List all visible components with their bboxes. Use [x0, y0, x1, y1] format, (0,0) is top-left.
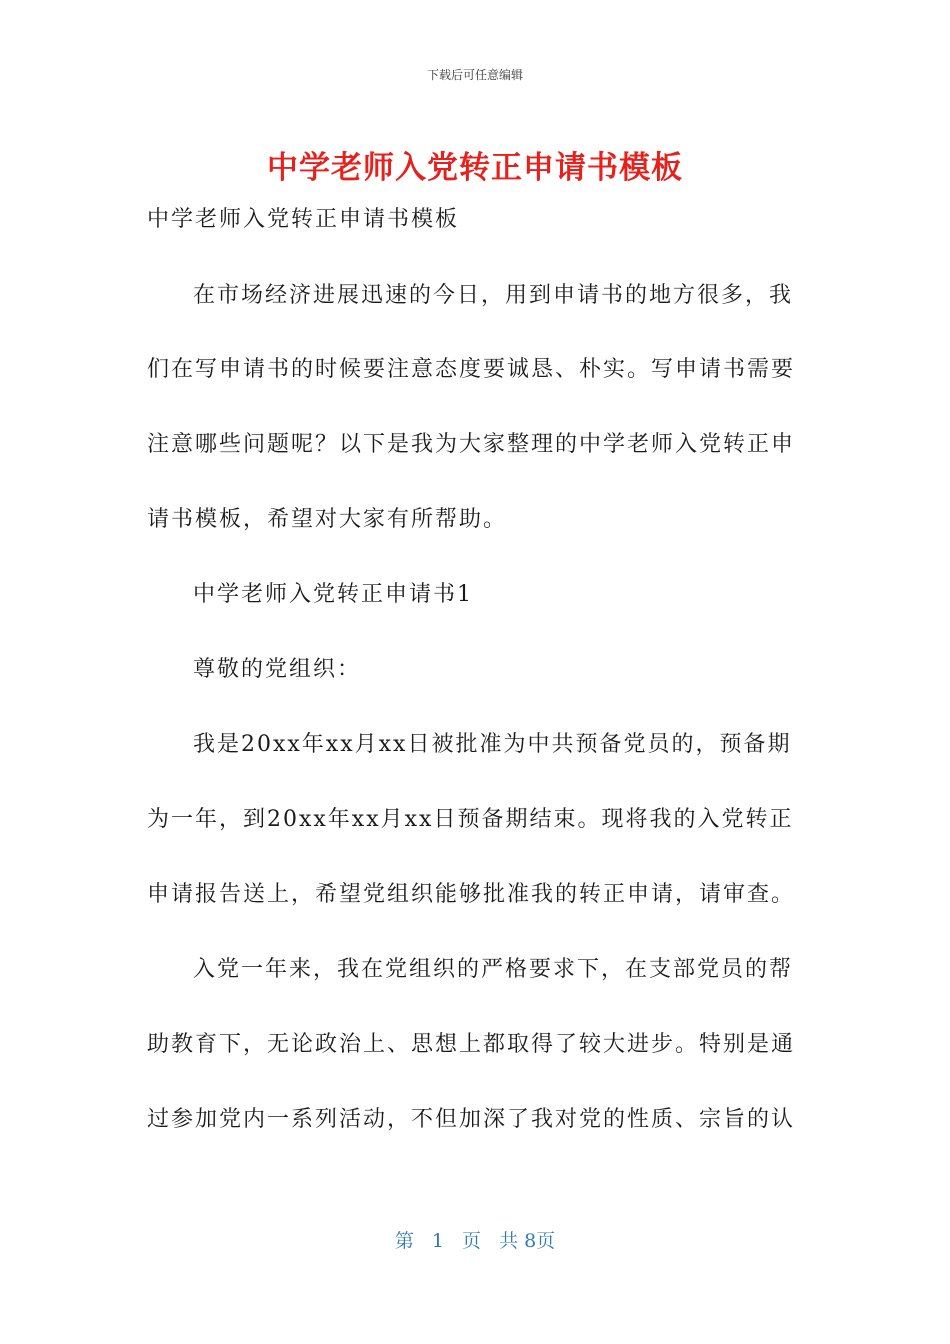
- paragraph-line: 我是20xx年xx月xx日被批准为中共预备党员的，预备期: [193, 732, 792, 757]
- salutation: 尊敬的党组织：: [193, 657, 362, 682]
- paragraph-line: 们在写申请书的时候要注意态度要诚恳、朴实。写申请书需要: [147, 357, 796, 382]
- paragraph-line: 请书模板，希望对大家有所帮助。: [147, 507, 508, 532]
- paragraph-line: 注意哪些问题呢？以下是我为大家整理的中学老师入党转正申: [147, 432, 796, 457]
- paragraph-line: 助教育下，无论政治上、思想上都取得了较大进步。特别是通: [147, 1032, 796, 1057]
- footer-label-total: 共: [499, 1230, 519, 1252]
- footer-total-pages: 8页: [524, 1230, 556, 1252]
- paragraph-line: 入党一年来，我在党组织的严格要求下，在支部党员的帮: [193, 957, 794, 982]
- footer-label-ye: 页: [462, 1230, 482, 1252]
- subtitle-line: 中学老师入党转正申请书模板: [147, 207, 460, 232]
- paragraph-line: 申请报告送上，希望党组织能够批准我的转正申请，请审查。: [147, 882, 796, 907]
- document-title: 中学老师入党转正申请书模板: [267, 150, 683, 186]
- paragraph-line: 过参加党内一系列活动，不但加深了我对党的性质、宗旨的认: [147, 1107, 796, 1132]
- paragraph-line: 为一年，到20xx年xx月xx日预备期结束。现将我的入党转正: [147, 807, 794, 832]
- section-heading: 中学老师入党转正申请书1: [193, 582, 473, 607]
- footer-label-page: 第: [394, 1230, 414, 1252]
- paragraph-line: 在市场经济进展迅速的今日，用到申请书的地方很多，我: [193, 283, 794, 308]
- page-footer: [0, 1226, 950, 1253]
- footer-current-page: 1: [431, 1230, 444, 1252]
- page-header-note: 下载后可任意编辑: [426, 68, 523, 82]
